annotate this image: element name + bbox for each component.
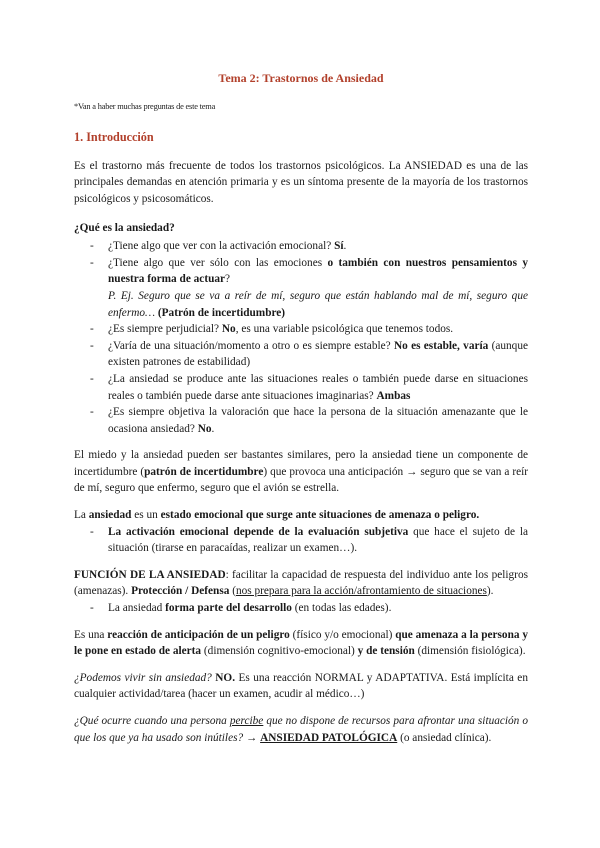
section-heading-introduccion: 1. Introducción — [74, 130, 154, 145]
note: *Van a haber muchas preguntas de este tema — [74, 101, 216, 111]
list-item: - ¿Tiene algo que ver con la activación emocional? Sí. — [90, 238, 528, 255]
list-item: - ¿Es siempre perjudicial? No, es una variable psicológica que tenemos todos. — [90, 321, 528, 338]
list-item: - La activación emocional depende de la evaluación subjetiva que hace el sujeto de la situación (tirarse en paracaídas, realizar un examen…). — [90, 524, 528, 557]
vivir-paragraph: ¿Podemos vivir sin ansiedad? NO. Es una reacción NORMAL y ADAPTATIVA. Está implícita en cualquier actividad/tarea (hacer un examen, acudir al médico…) — [74, 671, 528, 701]
funcion-paragraph: FUNCIÓN DE LA ANSIEDAD: facilitar la capacidad de respuesta del individuo ante los peligros (amenazas). Protección / Defensa (nos prepara para la acción/afrontamiento de situaciones). — [74, 568, 528, 598]
definition-list — [74, 524, 528, 557]
funcion-list — [74, 600, 528, 617]
definition-paragraph: La ansiedad es un estado emocional que surge ante situaciones de amenaza o peligro. — [74, 509, 480, 522]
list-item: - ¿Tiene algo que ver sólo con las emociones o también con nuestros pensamientos y nuestra forma de actuar? P. Ej. Seguro que se va a reír de mí, seguro que están hablando mal de mí, seguro que enfermo… (Patrón de incertidumbre) — [90, 255, 528, 321]
reaccion-paragraph: Es una reacción de anticipación de un peligro (físico y/o emocional) que amenaza a la persona y le pone en estado de alerta (dimensión cognitivo-emocional) y de tensión (dimensión fisiológica). — [74, 628, 528, 658]
question-heading: ¿Qué es la ansiedad? — [74, 221, 175, 234]
list-item: - ¿Varía de una situación/momento a otro o es siempre estable? No es estable, varía (aunque existen patrones de estabilidad) — [90, 338, 528, 371]
intro-paragraph: Es el trastorno más frecuente de todos los trastornos psicológicos. La ANSIEDAD es una de las principales demandas en atención primaria y es un síntoma presente de la mayoría de los trastornos psicológicos y psicosomáticos. — [74, 159, 528, 205]
list-item: - ¿Es siempre objetiva la valoración que hace la persona de la situación amenazante que le ocasiona ansiedad? No. — [90, 404, 528, 437]
list-item: - ¿La ansiedad se produce ante las situaciones reales o también puede darse en situaciones reales o también puede darse ante situaciones imaginarias? Ambas — [90, 371, 528, 404]
list-item: - La ansiedad forma parte del desarrollo (en todas las edades). — [90, 600, 528, 617]
question-list — [74, 238, 528, 437]
patologica-paragraph: ¿Qué ocurre cuando una persona percibe que no dispone de recursos para afrontar una situación o que los que ya ha usado son inútiles? → ANSIEDAD PATOLÓGICA (o ansiedad clínica). — [74, 715, 528, 744]
document-title: Tema 2: Trastornos de Ansiedad — [218, 71, 384, 85]
miedo-paragraph: El miedo y la ansiedad pueden ser bastantes similares, pero la ansiedad tiene un componente de incertidumbre (patrón de incertidumbre) que provoca una anticipación → seguro que se van a reír de mí, seguro que enfermo, seguro que el avión se estrella. — [74, 449, 529, 495]
document-page — [74, 62, 528, 746]
